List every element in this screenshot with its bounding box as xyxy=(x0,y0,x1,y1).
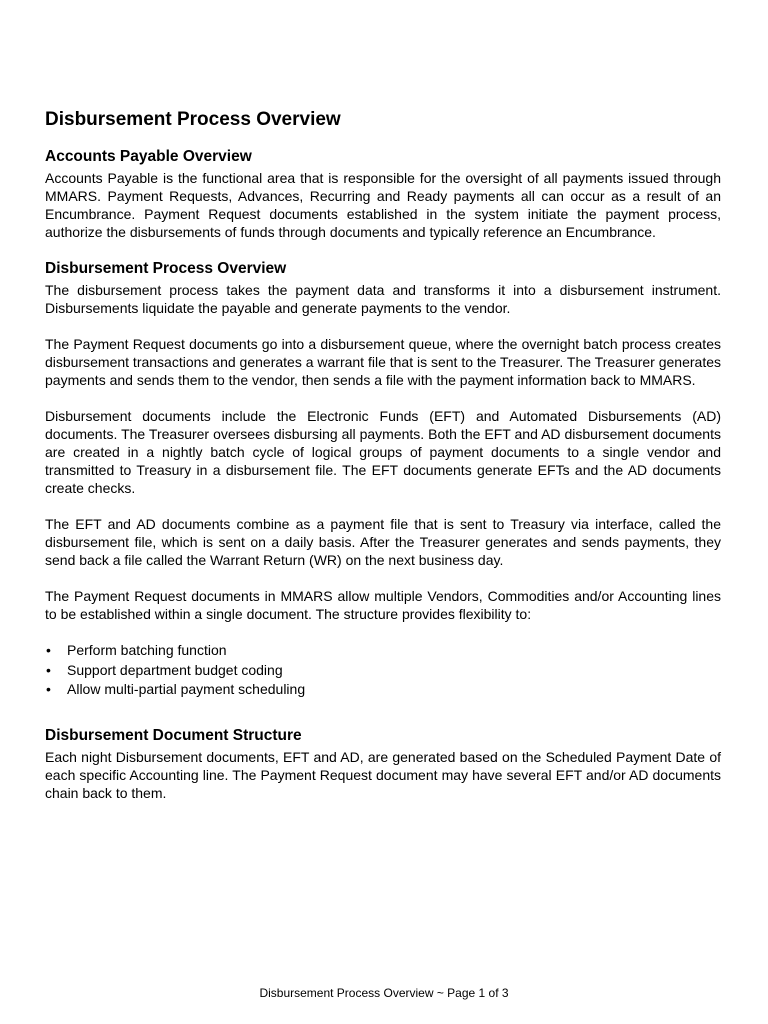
section-heading: Disbursement Process Overview xyxy=(45,260,287,277)
paragraph: Accounts Payable is the functional area that is responsible for the oversight of all payments issued through MMARS. Payment Requests, Advances, Recurring and Ready payments all can occur as a result of an Encumbrance. Payment Request documents established in the system initiate the payment process, authorize the disbursements of funds through documents and typically reference an Encumbrance. xyxy=(45,170,721,240)
section-document-structure xyxy=(45,726,721,802)
list-item xyxy=(45,680,721,700)
document-page xyxy=(45,107,721,820)
bullet-list xyxy=(45,641,721,700)
paragraph: The Payment Request documents in MMARS allow multiple Vendors, Commodities and/or Accounting lines to be established within a single document. The structure provides flexibility to: xyxy=(45,588,721,622)
page-footer: Disbursement Process Overview ~ Page 1 of 3 xyxy=(259,986,509,1000)
paragraph: Disbursement documents include the Electronic Funds (EFT) and Automated Disbursements (AD) documents. The Treasurer oversees disbursing all payments. Both the EFT and AD disbursement documents are created in a nightly batch cycle of logical groups of payment documents to a single vendor and transmitted to Treasury in a disbursement file. The EFT documents generate EFTs and the AD documents create checks. xyxy=(45,408,721,496)
paragraph: The EFT and AD documents combine as a payment file that is sent to Treasury via interface, called the disbursement file, which is sent on a daily basis. After the Treasurer generates and sends payments, they send back a file called the Warrant Return (WR) on the next business day. xyxy=(45,516,721,568)
bullet-icon: • xyxy=(46,642,51,658)
section-disbursement-process xyxy=(45,259,721,700)
list-item xyxy=(45,641,721,661)
section-heading: Disbursement Document Structure xyxy=(45,726,302,744)
list-item-text: Support department budget coding xyxy=(67,661,283,678)
paragraph: The Payment Request documents go into a disbursement queue, where the overnight batch process creates disbursement transactions and generates a warrant file that is sent to the Treasurer. The Treasurer generates payments and sends them to the vendor, then sends a file with the payment information back to MMARS. xyxy=(45,336,721,388)
document-title: Disbursement Process Overview xyxy=(45,109,341,130)
list-item xyxy=(45,661,721,681)
bullet-icon: • xyxy=(46,661,51,678)
bullet-icon: • xyxy=(46,681,51,697)
paragraph: Each night Disbursement documents, EFT and AD, are generated based on the Scheduled Payment Date of each specific Accounting line. The Payment Request document may have several EFT and/or AD documents chain back to them. xyxy=(45,748,721,801)
section-heading: Accounts Payable Overview xyxy=(45,148,252,165)
list-item-text: Perform batching function xyxy=(67,642,227,658)
paragraph: The disbursement process takes the payment data and transforms it into a disbursement instrument. Disbursements liquidate the payable and generate payments to the vendor. xyxy=(45,282,721,316)
section-accounts-payable xyxy=(45,147,721,241)
list-item-text: Allow multi-partial payment scheduling xyxy=(67,681,306,697)
